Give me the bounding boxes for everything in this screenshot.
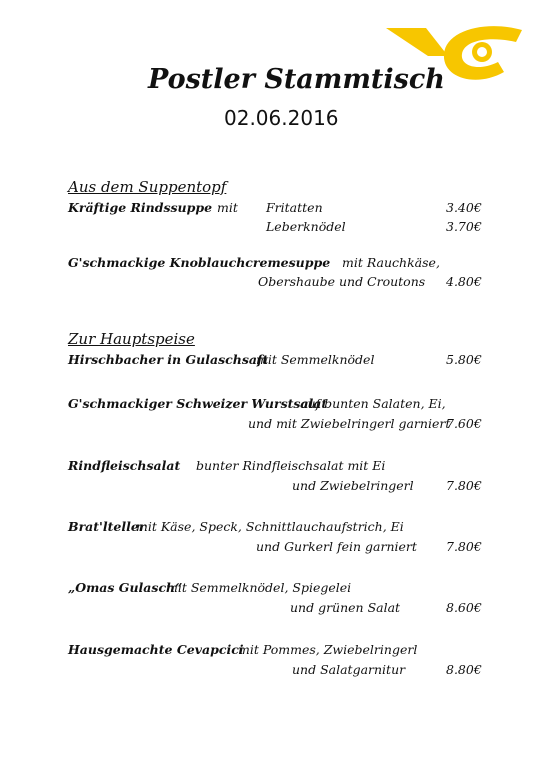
menu-item-desc: und Gurkerl fein garniert [256,539,417,554]
menu-item-desc: und mit Zwiebelringerl garniert [248,416,451,431]
menu-price: 3.40€ [446,200,482,215]
menu-item-desc: mit Rauchkäse, [342,255,440,270]
section-heading: Aus dem Suppentopf [68,178,227,196]
menu-item-name: G'schmackige Knoblauchcremesuppe [68,255,331,270]
menu-item-name: „Omas Gulasch“ [68,580,183,595]
menu-item-name: Kräftige Rindssuppe [68,200,213,215]
menu-item-name: Rindfleischsalat [68,458,181,473]
menu-price: 7.80€ [446,478,482,493]
menu-item-desc: bunter Rindfleischsalat mit Ei [196,458,386,473]
menu-item-name: Brat'lteller [68,519,146,534]
menu-item-name: Hausgemachte Cevapcici [68,642,244,657]
menu-price: 8.80€ [446,662,482,677]
menu-item-desc: mit Pommes, Zwiebelringerl [238,642,418,657]
menu-price: 4.80€ [446,274,482,289]
menu-item-desc: mit [217,200,238,215]
menu-date: 02.06.2016 [224,106,339,130]
menu-price: 7.60€ [446,416,482,431]
menu-item-desc: mit Käse, Speck, Schnittlauchaufstrich, Ei [136,519,404,534]
page-title: Postler Stammtisch [148,64,445,95]
menu-item-desc: mit Semmelknödel, Spiegelei [166,580,352,595]
menu-item-desc: und Zwiebelringerl [292,478,414,493]
menu-item-name: Hirschbacher in Gulaschsaft [68,352,269,367]
menu-item-desc: und Salatgarnitur [292,662,406,677]
menu-price: 5.80€ [446,352,482,367]
menu-item-desc: und grünen Salat [290,600,401,615]
menu-item-desc: auf bunten Salaten, Ei, [300,396,446,411]
menu-item-desc: Obershaube und Croutons [258,274,426,289]
menu-price: 8.60€ [446,600,482,615]
menu-option-label: Leberknödel [266,219,346,234]
menu-option-label: Fritatten [266,200,323,215]
menu-price: 3.70€ [446,219,482,234]
section-heading: Zur Hauptspeise [68,330,195,348]
menu-price: 7.80€ [446,539,482,554]
menu-item-desc: mit Semmelknödel [256,352,375,367]
menu-item-name: G'schmackiger Schweizer Wurstsalat [68,396,328,411]
